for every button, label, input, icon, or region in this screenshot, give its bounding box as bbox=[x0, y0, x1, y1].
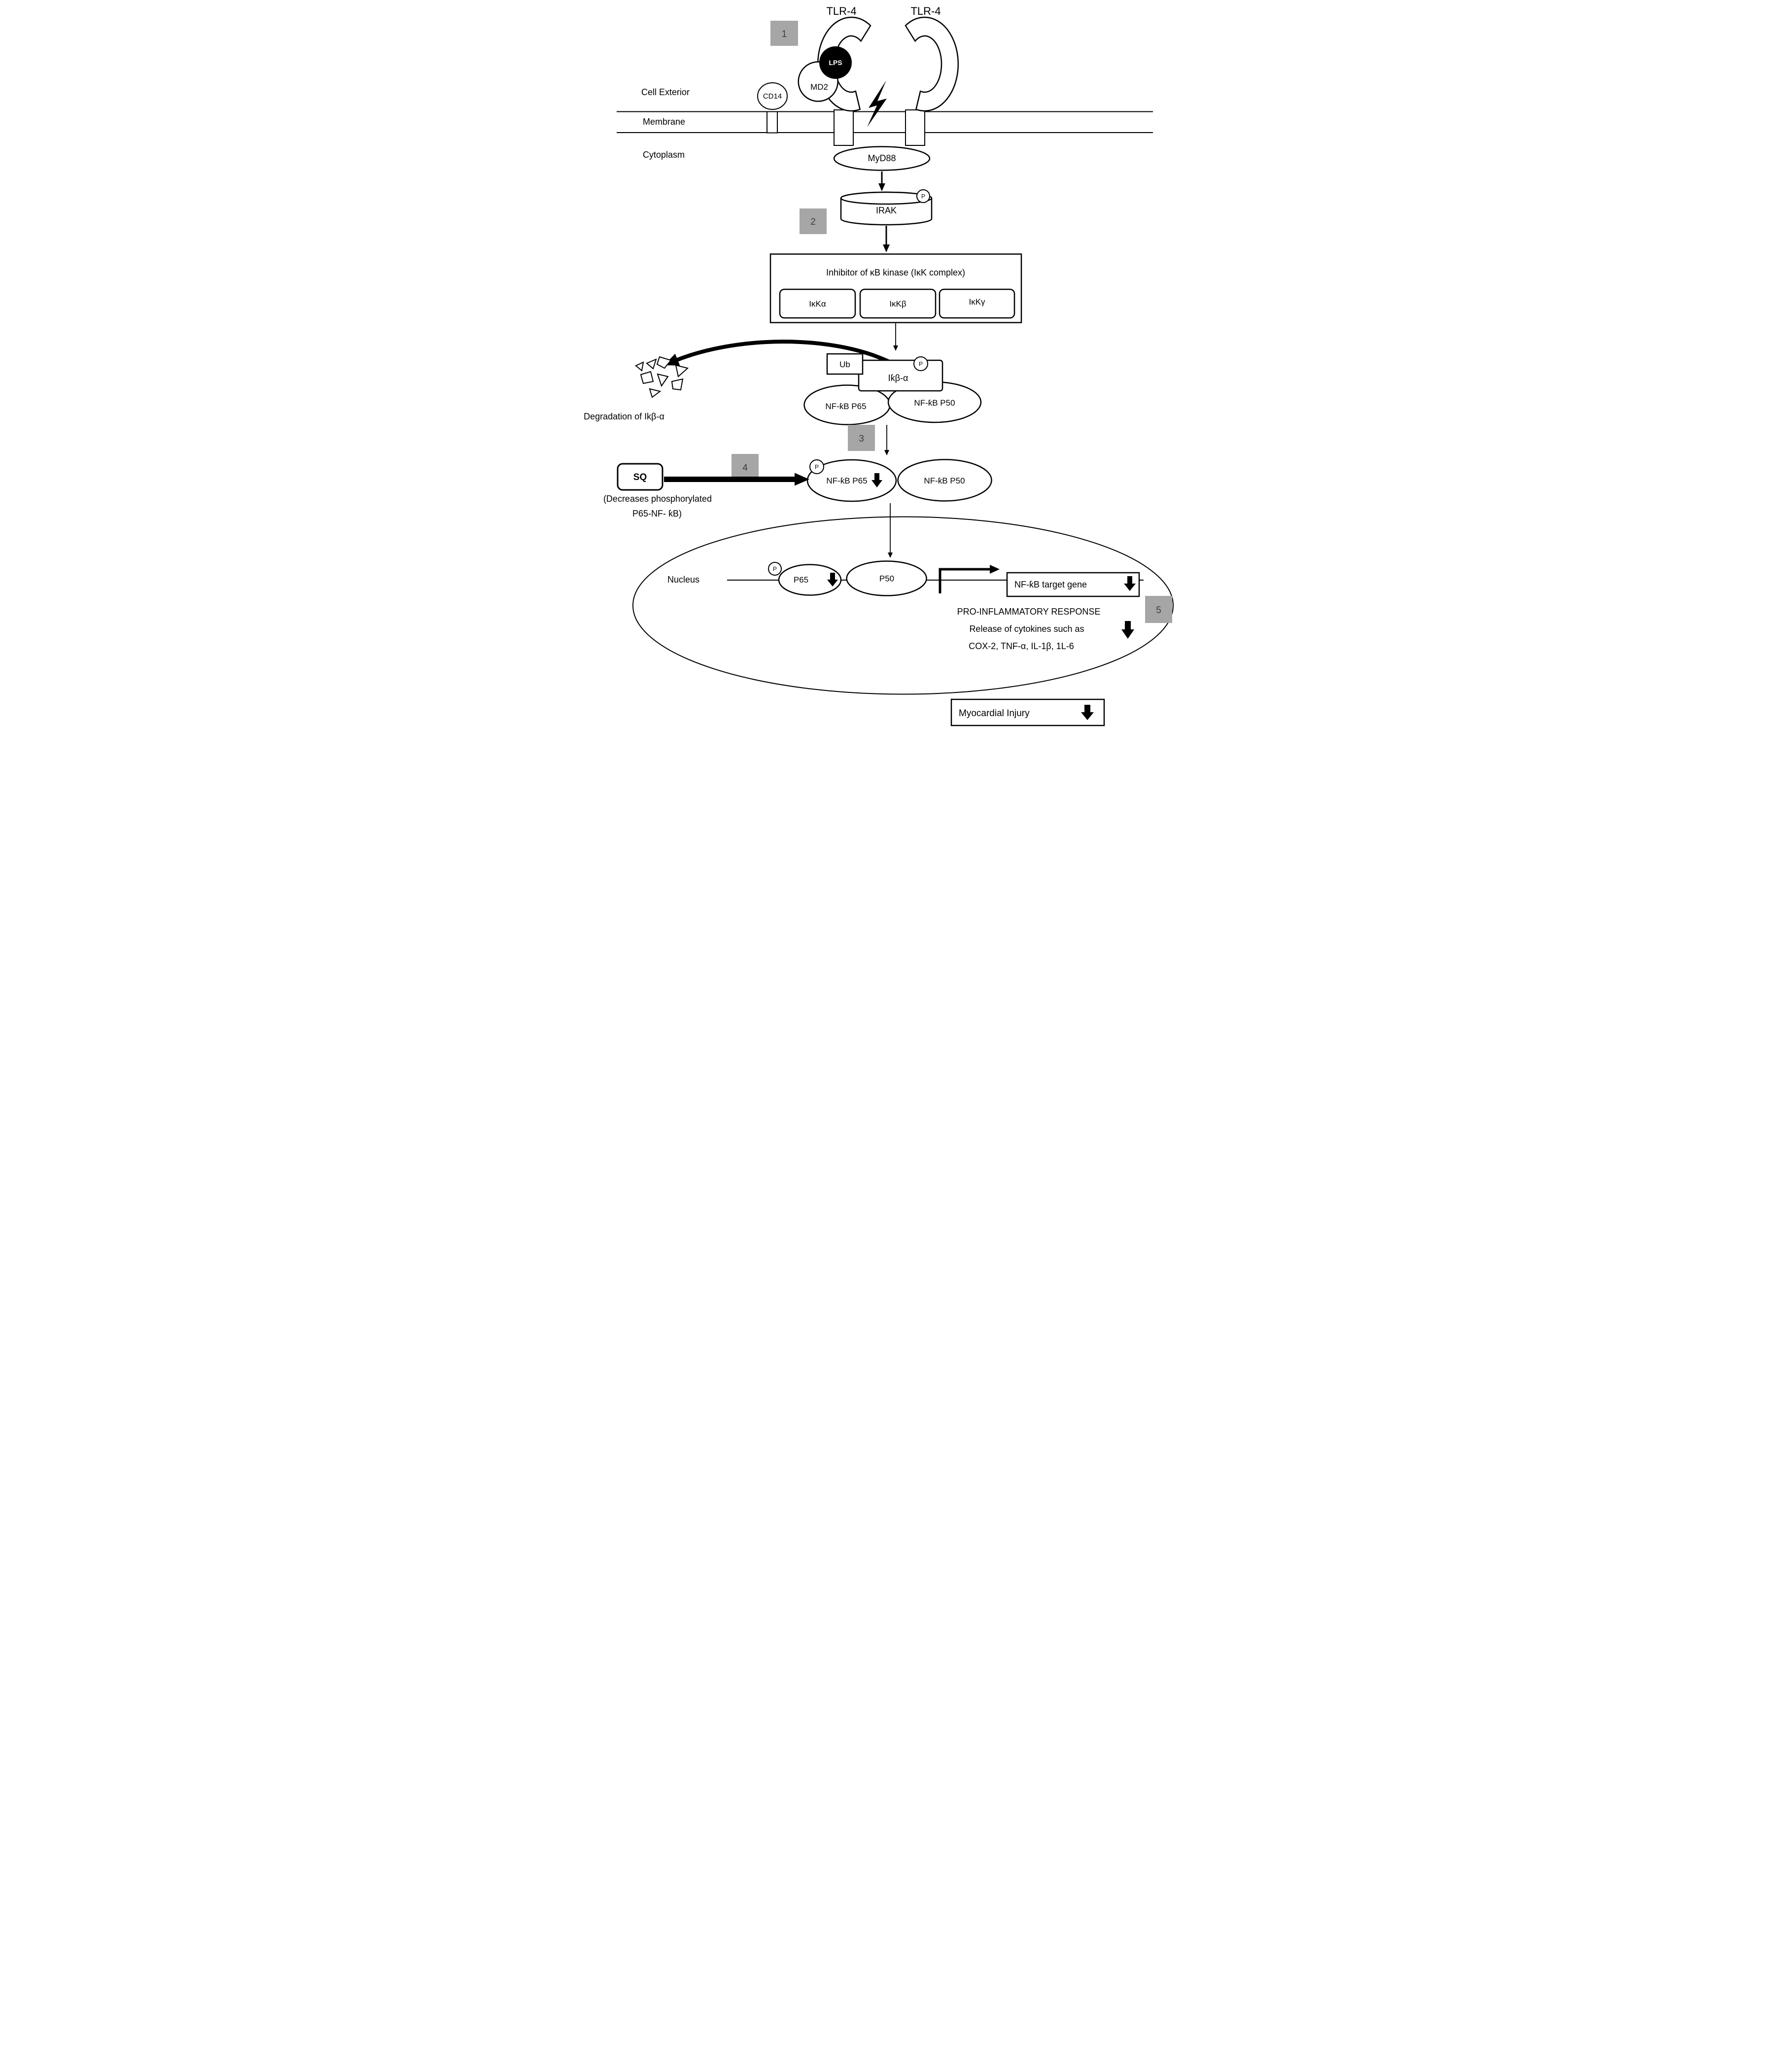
lightning-bolt-icon bbox=[867, 80, 887, 127]
complex2-p50-label: NF-ƙB P50 bbox=[923, 476, 965, 485]
complex2-phospho-label: P bbox=[814, 463, 819, 471]
response-line1: PRO-INFLAMMATORY RESPONSE bbox=[957, 607, 1100, 617]
ikba-phospho-label: P bbox=[918, 360, 923, 368]
figure-canvas bbox=[573, 0, 1205, 737]
ikk-alpha-label: IκKα bbox=[808, 299, 826, 309]
lps-label: LPS bbox=[828, 59, 842, 67]
pathway-diagram bbox=[573, 0, 1205, 737]
cd14-transmembrane-box bbox=[767, 112, 777, 133]
myocardial-injury-label: Myocardial Injury bbox=[958, 708, 1030, 719]
ikk-complex-section bbox=[770, 254, 1021, 350]
fragment-shape bbox=[672, 379, 683, 390]
step-4-number: 4 bbox=[742, 463, 748, 473]
complex1-p50-label: NF-ƙB P50 bbox=[913, 398, 955, 408]
nucleus-label: Nucleus bbox=[667, 575, 699, 585]
free-nfkb-section bbox=[603, 454, 991, 518]
myd88-label: MyD88 bbox=[867, 153, 896, 163]
nucleus-p65-label: P65 bbox=[793, 575, 808, 585]
response-line2: Release of cytokines such as bbox=[969, 624, 1084, 634]
cytoplasm-label: Cytoplasm bbox=[642, 150, 685, 160]
step-2-number: 2 bbox=[810, 217, 816, 227]
nucleus-phospho-label: P bbox=[772, 565, 777, 573]
sq-caption-line1: (Decreases phosphorylated bbox=[603, 494, 712, 504]
ikba-label: Iƙβ-α bbox=[888, 373, 908, 383]
tlr4-right-label: TLR-4 bbox=[910, 5, 941, 17]
fragment-shape bbox=[676, 365, 688, 377]
response-line3: COX-2, TNF-α, IL-1β, 1L-6 bbox=[968, 641, 1074, 651]
nucleus-ellipse bbox=[633, 517, 1173, 694]
complex2-p65-label: NF-ƙB P65 bbox=[826, 476, 868, 485]
myd88-irak-section bbox=[800, 147, 932, 251]
target-gene-label: NF-ƙB target gene bbox=[1014, 580, 1087, 589]
step-5-number: 5 bbox=[1155, 605, 1161, 616]
sq-caption-line2: P65-NF- ƙB) bbox=[632, 509, 682, 518]
tlr4-left-transmembrane-box bbox=[834, 110, 853, 145]
nucleus-section bbox=[633, 503, 1173, 694]
step-1-number: 1 bbox=[781, 29, 787, 39]
degradation-caption: Degradation of Ikβ-α bbox=[583, 412, 664, 421]
fragment-shape bbox=[636, 362, 643, 371]
tlr4-left-label: TLR-4 bbox=[826, 5, 857, 17]
membrane-label: Membrane bbox=[642, 117, 685, 127]
md2-label: MD2 bbox=[810, 82, 828, 92]
step-3-number: 3 bbox=[858, 434, 864, 444]
degradation-fragments bbox=[636, 357, 688, 397]
ikk-gamma-label: IκKγ bbox=[968, 297, 985, 307]
ub-label: Ub bbox=[839, 360, 850, 369]
complex1-p65-label: NF-ƙB P65 bbox=[825, 402, 867, 411]
irak-phospho-label: P bbox=[921, 193, 925, 200]
sq-label: SQ bbox=[633, 472, 647, 483]
fragment-shape bbox=[647, 359, 656, 369]
nucleus-p50-label: P50 bbox=[879, 574, 894, 584]
ikk-beta-label: IκKβ bbox=[889, 299, 906, 309]
ikk-complex-title: Inhibitor of κB kinase (IκK complex) bbox=[826, 268, 965, 277]
cell-exterior-label: Cell Exterior bbox=[641, 87, 690, 97]
tlr4-right-receptor-shape bbox=[906, 17, 958, 111]
fragment-shape bbox=[641, 372, 653, 383]
receptor-complex bbox=[758, 5, 958, 145]
cd14-label: CD14 bbox=[763, 92, 782, 101]
tlr4-right-transmembrane-box bbox=[906, 110, 925, 145]
ikba-complex-section bbox=[584, 342, 981, 454]
outcome-section bbox=[951, 699, 1104, 725]
irak-label: IRAK bbox=[875, 206, 897, 215]
fragment-shape bbox=[658, 374, 668, 386]
fragment-shape bbox=[657, 357, 671, 368]
fragment-shape bbox=[650, 389, 660, 397]
